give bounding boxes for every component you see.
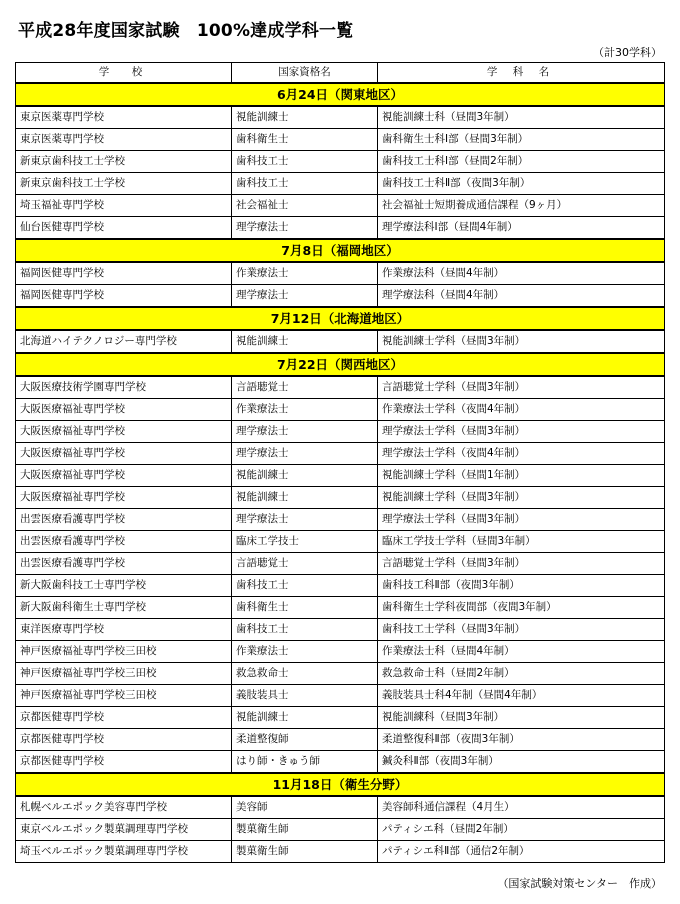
qualification-cell: はり師・きゅう師 xyxy=(232,751,378,774)
qualification-cell: 歯科衛生士 xyxy=(232,597,378,619)
school-cell: 京都医健専門学校 xyxy=(16,751,232,774)
department-cell: 柔道整復科Ⅱ部（夜間3年制） xyxy=(378,729,665,751)
qualification-cell: 理学療法士 xyxy=(232,217,378,240)
department-cell: 臨床工学技士学科（昼間3年制） xyxy=(378,531,665,553)
school-cell: 新東京歯科技工士学校 xyxy=(16,151,232,173)
department-cell: 歯科技工士学科（昼間3年制） xyxy=(378,619,665,641)
section-row xyxy=(16,307,665,330)
school-cell: 大阪医療福祉専門学校 xyxy=(16,443,232,465)
table-row xyxy=(16,641,665,663)
qualification-cell: 言語聴覚士 xyxy=(232,376,378,399)
table-row xyxy=(16,553,665,575)
school-cell: 大阪医療福祉専門学校 xyxy=(16,399,232,421)
school-cell: 出雲医療看護専門学校 xyxy=(16,553,232,575)
qualification-cell: 製菓衛生師 xyxy=(232,841,378,863)
table-row xyxy=(16,841,665,863)
qualification-cell: 作業療法士 xyxy=(232,399,378,421)
department-cell: パティシエ科（昼間2年制） xyxy=(378,819,665,841)
qualification-cell: 柔道整復師 xyxy=(232,729,378,751)
qualification-cell: 言語聴覚士 xyxy=(232,553,378,575)
section-row xyxy=(16,83,665,106)
department-cell: 視能訓練科（昼間3年制） xyxy=(378,707,665,729)
department-cell: 歯科技工士科Ⅰ部（昼間2年制） xyxy=(378,151,665,173)
school-cell: 福岡医健専門学校 xyxy=(16,285,232,308)
school-cell: 東京医薬専門学校 xyxy=(16,129,232,151)
department-cell: 救急救命士科（昼間2年制） xyxy=(378,663,665,685)
table-row xyxy=(16,330,665,353)
school-cell: 大阪医療福祉専門学校 xyxy=(16,421,232,443)
qualification-cell: 視能訓練士 xyxy=(232,487,378,509)
department-cell: 歯科衛生士科Ⅰ部（昼間3年制） xyxy=(378,129,665,151)
table-row xyxy=(16,729,665,751)
page-title: 平成28年度国家試験 100%達成学科一覧 xyxy=(18,21,354,41)
table-row xyxy=(16,129,665,151)
table-row xyxy=(16,376,665,399)
table-row xyxy=(16,285,665,308)
department-cell: 理学療法士学科（昼間3年制） xyxy=(378,509,665,531)
footer-note: （国家試験対策センター 作成） xyxy=(497,877,662,890)
qualification-cell: 理学療法士 xyxy=(232,509,378,531)
table-row xyxy=(16,443,665,465)
school-cell: 神戸医療福祉専門学校三田校 xyxy=(16,663,232,685)
department-cell: 作業療法科（昼間4年制） xyxy=(378,262,665,285)
department-cell: 作業療法士科（昼間4年制） xyxy=(378,641,665,663)
department-cell: 理学療法士学科（昼間3年制） xyxy=(378,421,665,443)
school-cell: 大阪医療技術学園専門学校 xyxy=(16,376,232,399)
table-row xyxy=(16,663,665,685)
school-cell: 福岡医健専門学校 xyxy=(16,262,232,285)
department-cell: 社会福祉士短期養成通信課程（9ヶ月） xyxy=(378,195,665,217)
department-cell: 視能訓練士科（昼間3年制） xyxy=(378,106,665,129)
header-qualification: 国家資格名 xyxy=(232,63,378,84)
department-cell: パティシエ科Ⅱ部（通信2年制） xyxy=(378,841,665,863)
qualification-cell: 理学療法士 xyxy=(232,443,378,465)
school-cell: 新大阪歯科衛生士専門学校 xyxy=(16,597,232,619)
table-row xyxy=(16,685,665,707)
qualification-cell: 臨床工学技士 xyxy=(232,531,378,553)
school-cell: 新東京歯科技工士学校 xyxy=(16,173,232,195)
qualification-cell: 救急救命士 xyxy=(232,663,378,685)
school-cell: 神戸医療福祉専門学校三田校 xyxy=(16,685,232,707)
table-row xyxy=(16,217,665,240)
table-row xyxy=(16,106,665,129)
department-cell: 歯科技工科Ⅱ部（夜間3年制） xyxy=(378,575,665,597)
department-cell: 理学療法科（昼間4年制） xyxy=(378,285,665,308)
school-cell: 埼玉福祉専門学校 xyxy=(16,195,232,217)
table-row xyxy=(16,399,665,421)
school-cell: 出雲医療看護専門学校 xyxy=(16,509,232,531)
qualification-cell: 歯科技工士 xyxy=(232,575,378,597)
school-cell: 東洋医療専門学校 xyxy=(16,619,232,641)
total-count: （計30学科） xyxy=(593,46,662,59)
qualification-cell: 歯科技工士 xyxy=(232,173,378,195)
table-row xyxy=(16,531,665,553)
table-row xyxy=(16,195,665,217)
department-cell: 歯科衛生士学科夜間部（夜間3年制） xyxy=(378,597,665,619)
school-cell: 札幌ベルエポック美容専門学校 xyxy=(16,796,232,819)
qualification-cell: 製菓衛生師 xyxy=(232,819,378,841)
department-cell: 視能訓練士学科（昼間3年制） xyxy=(378,487,665,509)
table-header-row xyxy=(16,63,665,84)
school-cell: 仙台医健専門学校 xyxy=(16,217,232,240)
department-cell: 理学療法科Ⅰ部（昼間4年制） xyxy=(378,217,665,240)
department-cell: 視能訓練士学科（昼間3年制） xyxy=(378,330,665,353)
table-row xyxy=(16,151,665,173)
table-row xyxy=(16,619,665,641)
department-cell: 義肢装具士科4年制（昼間4年制） xyxy=(378,685,665,707)
school-cell: 大阪医療福祉専門学校 xyxy=(16,487,232,509)
table-row xyxy=(16,421,665,443)
table-row xyxy=(16,707,665,729)
qualification-cell: 歯科衛生士 xyxy=(232,129,378,151)
school-cell: 京都医健専門学校 xyxy=(16,707,232,729)
qualification-cell: 視能訓練士 xyxy=(232,707,378,729)
section-row xyxy=(16,353,665,376)
table-row xyxy=(16,819,665,841)
table-row xyxy=(16,796,665,819)
section-label: 7月8日（福岡地区） xyxy=(16,239,665,262)
header-department: 学 科 名 xyxy=(378,63,665,84)
section-label: 6月24日（関東地区） xyxy=(16,83,665,106)
table-row xyxy=(16,751,665,774)
table-row xyxy=(16,509,665,531)
department-cell: 言語聴覚士学科（昼間3年制） xyxy=(378,553,665,575)
table-row xyxy=(16,597,665,619)
qualification-cell: 歯科技工士 xyxy=(232,151,378,173)
school-cell: 京都医健専門学校 xyxy=(16,729,232,751)
qualification-cell: 歯科技工士 xyxy=(232,619,378,641)
section-row xyxy=(16,239,665,262)
table-row xyxy=(16,465,665,487)
school-cell: 新大阪歯科技工士専門学校 xyxy=(16,575,232,597)
qualification-cell: 視能訓練士 xyxy=(232,465,378,487)
qualification-cell: 社会福祉士 xyxy=(232,195,378,217)
qualification-cell: 作業療法士 xyxy=(232,641,378,663)
qualification-cell: 義肢装具士 xyxy=(232,685,378,707)
department-cell: 美容師科通信課程（4月生） xyxy=(378,796,665,819)
school-cell: 神戸医療福祉専門学校三田校 xyxy=(16,641,232,663)
section-label: 7月22日（関西地区） xyxy=(16,353,665,376)
school-cell: 出雲医療看護専門学校 xyxy=(16,531,232,553)
section-row xyxy=(16,773,665,796)
department-cell: 視能訓練士学科（昼間1年制） xyxy=(378,465,665,487)
qualification-cell: 美容師 xyxy=(232,796,378,819)
school-cell: 北海道ハイテクノロジー専門学校 xyxy=(16,330,232,353)
qualification-cell: 理学療法士 xyxy=(232,285,378,308)
qualification-cell: 理学療法士 xyxy=(232,421,378,443)
department-cell: 鍼灸科Ⅱ部（夜間3年制） xyxy=(378,751,665,774)
table-row xyxy=(16,173,665,195)
school-cell: 大阪医療福祉専門学校 xyxy=(16,465,232,487)
department-cell: 言語聴覚士学科（昼間3年制） xyxy=(378,376,665,399)
qualification-cell: 視能訓練士 xyxy=(232,330,378,353)
qualification-cell: 視能訓練士 xyxy=(232,106,378,129)
results-table xyxy=(15,62,665,863)
header-school: 学 校 xyxy=(16,63,232,84)
school-cell: 埼玉ベルエポック製菓調理専門学校 xyxy=(16,841,232,863)
section-label: 11月18日（衛生分野） xyxy=(16,773,665,796)
school-cell: 東京医薬専門学校 xyxy=(16,106,232,129)
qualification-cell: 作業療法士 xyxy=(232,262,378,285)
department-cell: 歯科技工士科Ⅱ部（夜間3年制） xyxy=(378,173,665,195)
table-row xyxy=(16,262,665,285)
table-body xyxy=(16,83,665,863)
table-row xyxy=(16,575,665,597)
department-cell: 作業療法士学科（夜間4年制） xyxy=(378,399,665,421)
section-label: 7月12日（北海道地区） xyxy=(16,307,665,330)
table-row xyxy=(16,487,665,509)
department-cell: 理学療法士学科（夜間4年制） xyxy=(378,443,665,465)
school-cell: 東京ベルエポック製菓調理専門学校 xyxy=(16,819,232,841)
